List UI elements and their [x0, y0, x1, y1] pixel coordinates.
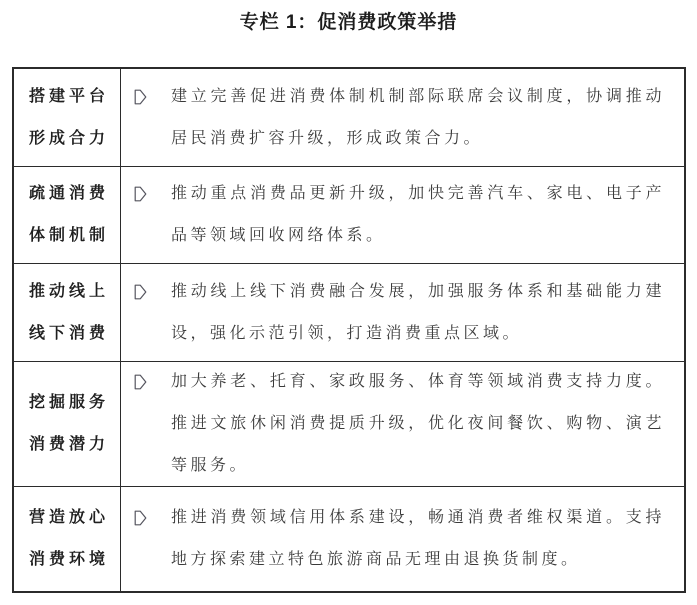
policy-table	[12, 67, 686, 593]
pentagon-bullet-icon	[134, 510, 147, 526]
row-label-line: 营造放心	[28, 509, 109, 526]
row-text: 推动线上线下消费融合发展，加强服务体系和基础能力建设，强化示范引领，打造消费重点区域。	[171, 282, 665, 342]
table-row	[14, 69, 684, 166]
row-label-line: 形成合力	[28, 129, 109, 147]
row-label	[14, 167, 121, 263]
box-title: 专栏 1：促消费政策举措	[239, 12, 458, 33]
row-content	[121, 264, 684, 361]
pentagon-bullet-icon	[134, 186, 147, 202]
row-label	[14, 487, 121, 591]
row-paragraph	[171, 361, 665, 487]
row-label-line: 疏通消费	[28, 185, 109, 202]
row-label-line: 挖掘服务	[28, 394, 109, 411]
table-row	[14, 486, 684, 591]
title-area	[0, 0, 697, 67]
row-text: 建立完善促进消费体制机制部际联席会议制度，协调推动居民消费扩容升级，形成政策合力。	[171, 87, 665, 147]
row-content	[121, 167, 684, 263]
row-label-line: 推动线上	[28, 282, 109, 300]
table-row	[14, 361, 684, 486]
row-label	[14, 264, 121, 361]
row-label-line: 搭建平台	[28, 87, 109, 105]
row-paragraph	[171, 497, 665, 581]
row-content	[121, 69, 684, 166]
row-label-line: 线下消费	[28, 324, 109, 342]
row-paragraph	[171, 271, 665, 355]
row-content	[121, 362, 684, 486]
row-text: 推进消费领域信用体系建设，畅通消费者维权渠道。支持地方探索建立特色旅游商品无理由退换货制度。	[171, 509, 665, 568]
row-text: 推动重点消费品更新升级，加快完善汽车、家电、电子产品等领域回收网络体系。	[171, 185, 665, 244]
row-paragraph	[171, 76, 665, 160]
row-label-line: 体制机制	[28, 227, 109, 244]
table-row	[14, 263, 684, 361]
row-label-line: 消费潜力	[28, 436, 109, 453]
pentagon-bullet-icon	[134, 89, 147, 105]
table-row	[14, 166, 684, 263]
row-label	[14, 69, 121, 166]
row-paragraph	[171, 173, 665, 257]
row-text: 加大养老、托育、家政服务、体育等领域消费支持力度。推进文旅休闲消费提质升级，优化夜间餐饮、购物、演艺等服务。	[171, 373, 665, 474]
row-content	[121, 487, 684, 591]
row-label-line: 消费环境	[28, 551, 109, 568]
row-label	[14, 362, 121, 486]
pentagon-bullet-icon	[134, 284, 147, 300]
pentagon-bullet-icon	[134, 374, 147, 390]
